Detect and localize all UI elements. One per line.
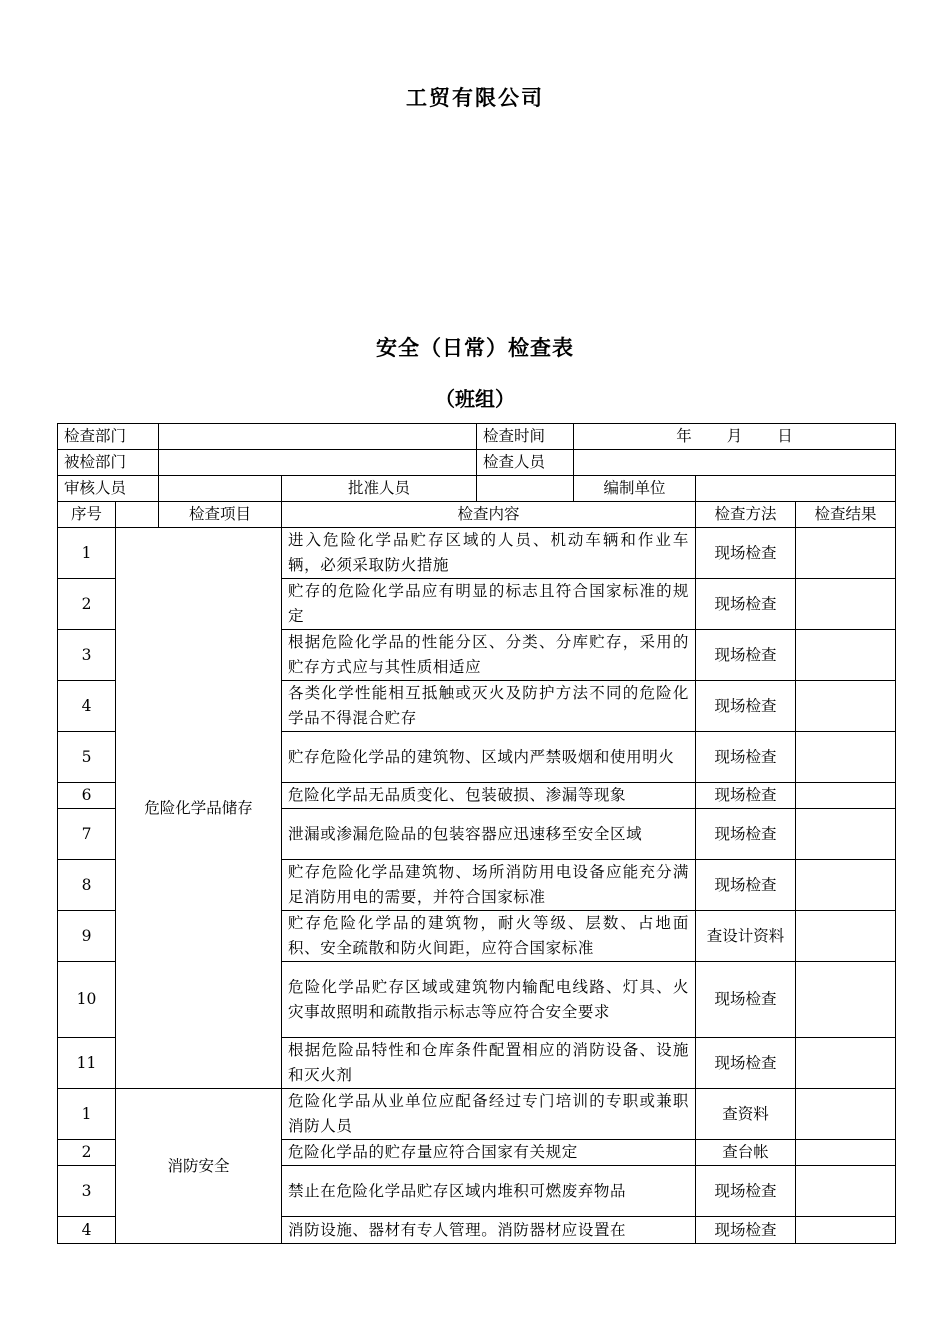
- inspection-method: 现场检查: [696, 962, 796, 1038]
- inspection-item: 危险化学品储存: [116, 528, 282, 1089]
- col-no: 序号: [58, 502, 116, 528]
- approver-value[interactable]: [477, 476, 574, 502]
- inspection-result[interactable]: [796, 1089, 896, 1140]
- inspection-result[interactable]: [796, 630, 896, 681]
- inspection-result[interactable]: [796, 1140, 896, 1166]
- header-row-inspected: [58, 450, 896, 476]
- inspection-content: 泄漏或渗漏危险品的包装容器应迅速移至安全区域: [282, 809, 696, 860]
- compiler-label: 编制单位: [574, 476, 696, 502]
- dept-label: 检查部门: [58, 424, 159, 450]
- row-number: 2: [58, 1140, 116, 1166]
- inspection-method: 现场检查: [696, 1217, 796, 1244]
- inspection-content: 根据危险品特性和仓库条件配置相应的消防设备、设施和灭火剂: [282, 1038, 696, 1089]
- inspection-method: 查资料: [696, 1089, 796, 1140]
- inspection-content: 消防设施、器材有专人管理。消防器材应设置在: [282, 1217, 696, 1244]
- inspection-content: 根据危险化学品的性能分区、分类、分库贮存，采用的贮存方式应与其性质相适应: [282, 630, 696, 681]
- inspection-result[interactable]: [796, 579, 896, 630]
- inspection-result[interactable]: [796, 1166, 896, 1217]
- inspection-method: 现场检查: [696, 1038, 796, 1089]
- time-value[interactable]: [574, 424, 896, 450]
- col-blank: [116, 502, 159, 528]
- row-number: 8: [58, 860, 116, 911]
- row-number: 2: [58, 579, 116, 630]
- date-year: 年: [676, 427, 692, 445]
- row-number: 7: [58, 809, 116, 860]
- inspection-content: 贮存危险化学品的建筑物、区域内严禁吸烟和使用明火: [282, 732, 696, 783]
- inspector-label: 检查人员: [477, 450, 574, 476]
- reviewer-value[interactable]: [159, 476, 282, 502]
- inspection-result[interactable]: [796, 1217, 896, 1244]
- row-number: 11: [58, 1038, 116, 1089]
- inspection-result[interactable]: [796, 911, 896, 962]
- row-number: 3: [58, 630, 116, 681]
- table-row: [58, 1089, 896, 1140]
- inspection-content: 各类化学性能相互抵触或灭火及防护方法不同的危险化学品不得混合贮存: [282, 681, 696, 732]
- inspection-content: 危险化学品的贮存量应符合国家有关规定: [282, 1140, 696, 1166]
- approver-label: 批准人员: [282, 476, 477, 502]
- inspection-content: 危险化学品无品质变化、包装破损、渗漏等现象: [282, 783, 696, 809]
- inspection-method: 现场检查: [696, 860, 796, 911]
- form-subtitle: （班组）: [435, 387, 515, 411]
- inspection-content: 贮存危险化学品建筑物、场所消防用电设备应能充分满足消防用电的需要，并符合国家标准: [282, 860, 696, 911]
- inspection-result[interactable]: [796, 1038, 896, 1089]
- inspection-content: 危险化学品贮存区域或建筑物内输配电线路、灯具、火灾事故照明和疏散指示标志等应符合安全要求: [282, 962, 696, 1038]
- row-number: 3: [58, 1166, 116, 1217]
- row-number: 10: [58, 962, 116, 1038]
- inspection-content: 危险化学品从业单位应配备经过专门培训的专职或兼职消防人员: [282, 1089, 696, 1140]
- row-number: 1: [58, 1089, 116, 1140]
- form-title: 安全（日常）检查表: [376, 336, 574, 360]
- inspection-method: 现场检查: [696, 681, 796, 732]
- header-row-signoff: [58, 476, 896, 502]
- date-month: 月: [726, 427, 743, 445]
- col-content: 检查内容: [282, 502, 696, 528]
- table-row: [58, 528, 896, 579]
- time-label: 检查时间: [477, 424, 574, 450]
- inspection-content: 禁止在危险化学品贮存区域内堆积可燃废弃物品: [282, 1166, 696, 1217]
- inspection-method: 查台帐: [696, 1140, 796, 1166]
- col-result: 检查结果: [796, 502, 896, 528]
- inspection-method: 现场检查: [696, 783, 796, 809]
- header-row-dept: [58, 424, 896, 450]
- column-header-row: [58, 502, 896, 528]
- inspection-method: 现场检查: [696, 809, 796, 860]
- date-day: 日: [777, 427, 793, 445]
- inspection-content: 贮存的危险化学品应有明显的标志且符合国家标准的规定: [282, 579, 696, 630]
- row-number: 6: [58, 783, 116, 809]
- inspection-method: 现场检查: [696, 528, 796, 579]
- inspection-content: 进入危险化学品贮存区域的人员、机动车辆和作业车辆，必须采取防火措施: [282, 528, 696, 579]
- inspection-result[interactable]: [796, 809, 896, 860]
- inspected-value[interactable]: [159, 450, 477, 476]
- compiler-value[interactable]: [696, 476, 896, 502]
- row-number: 9: [58, 911, 116, 962]
- row-number: 4: [58, 681, 116, 732]
- inspected-label: 被检部门: [58, 450, 159, 476]
- inspection-table: [57, 423, 896, 1244]
- inspector-value[interactable]: [574, 450, 896, 476]
- col-item: 检查项目: [159, 502, 282, 528]
- reviewer-label: 审核人员: [58, 476, 159, 502]
- row-number: 5: [58, 732, 116, 783]
- row-number: 4: [58, 1217, 116, 1244]
- inspection-result[interactable]: [796, 962, 896, 1038]
- inspection-method: 现场检查: [696, 732, 796, 783]
- inspection-result[interactable]: [796, 783, 896, 809]
- row-number: 1: [58, 528, 116, 579]
- inspection-result[interactable]: [796, 860, 896, 911]
- inspection-result[interactable]: [796, 732, 896, 783]
- inspection-content: 贮存危险化学品的建筑物，耐火等级、层数、占地面积、安全疏散和防火间距，应符合国家标准: [282, 911, 696, 962]
- inspection-method: 现场检查: [696, 579, 796, 630]
- inspection-method: 查设计资料: [696, 911, 796, 962]
- inspection-method: 现场检查: [696, 630, 796, 681]
- company-name: 工贸有限公司: [406, 86, 544, 110]
- inspection-result[interactable]: [796, 681, 896, 732]
- col-method: 检查方法: [696, 502, 796, 528]
- dept-value[interactable]: [159, 424, 477, 450]
- inspection-result[interactable]: [796, 528, 896, 579]
- inspection-method: 现场检查: [696, 1166, 796, 1217]
- inspection-item: 消防安全: [116, 1089, 282, 1244]
